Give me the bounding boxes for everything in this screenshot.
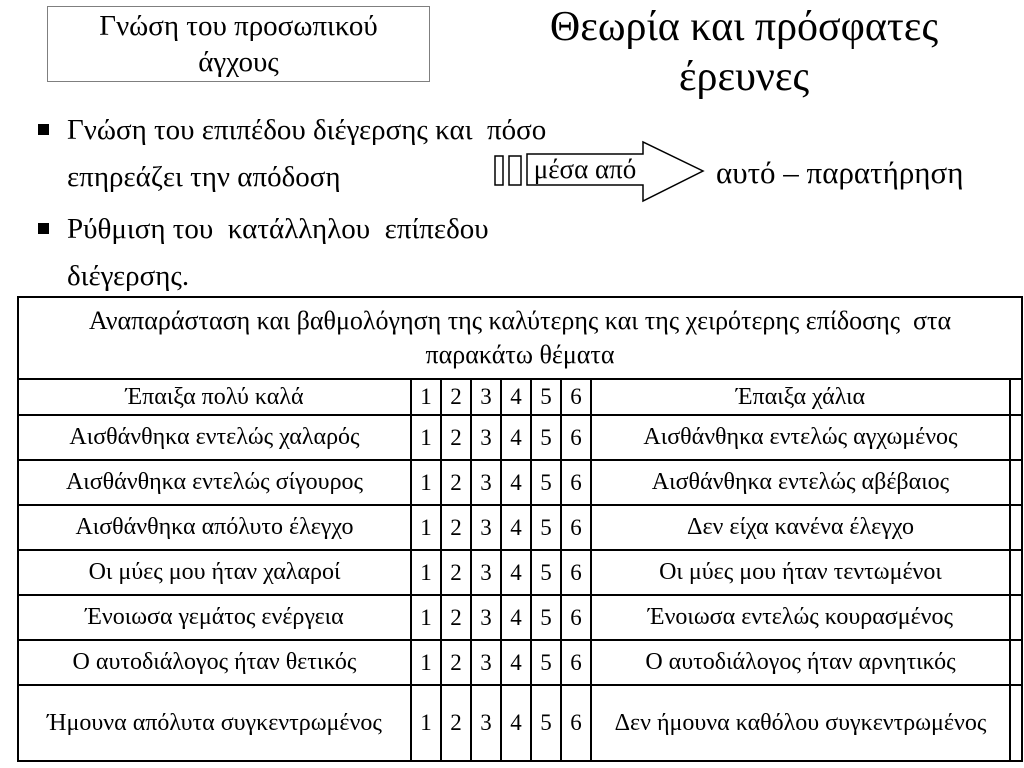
scale-cell: 1 <box>411 595 441 640</box>
row-left-label: Έπαιξα πολύ καλά <box>18 379 411 415</box>
row-right-label: Έπαιξα χάλια <box>591 379 1010 415</box>
row-right-label: Αισθάνθηκα εντελώς αγχωμένος <box>591 415 1010 460</box>
table-header-row <box>18 297 1022 379</box>
side-title-line: Γνώση του προσωπικού <box>99 10 378 42</box>
scale-cell: 2 <box>441 415 471 460</box>
scale-cell: 6 <box>561 505 591 550</box>
scale-cell: 5 <box>531 685 561 761</box>
row-left-label: Οι μύες μου ήταν χαλαροί <box>18 550 411 595</box>
scale-cell: 5 <box>531 505 561 550</box>
scale-cell: 5 <box>531 415 561 460</box>
scale-cell: 1 <box>411 685 441 761</box>
table-header-line: παρακάτω θέματα <box>425 340 615 369</box>
table-row <box>18 640 1022 685</box>
scale-cell: 6 <box>561 640 591 685</box>
row-right-label: Αισθάνθηκα εντελώς αβέβαιος <box>591 460 1010 505</box>
rating-table <box>17 296 1023 762</box>
scale-cell: 3 <box>471 550 501 595</box>
row-left-label: Ήμουνα απόλυτα συγκεντρωμένος <box>18 685 411 761</box>
scale-cell: 1 <box>411 550 441 595</box>
scale-cell: 2 <box>441 595 471 640</box>
scale-cell: 5 <box>531 550 561 595</box>
scale-cell: 6 <box>561 550 591 595</box>
slide-title <box>498 2 990 102</box>
bullet-square-icon <box>38 223 49 234</box>
scale-cell: 1 <box>411 415 441 460</box>
row-right-label: Δεν ήμουνα καθόλου συγκεντρωμένος <box>591 685 1010 761</box>
scale-cell: 3 <box>471 460 501 505</box>
bullet-text-line: Γνώση του επιπέδου διέγερσης και πόσο <box>67 114 547 146</box>
scale-cell: 3 <box>471 379 501 415</box>
slide-title-line: έρευνες <box>678 54 810 100</box>
scale-cell: 4 <box>501 685 531 761</box>
table-row <box>18 595 1022 640</box>
scale-cell: 5 <box>531 640 561 685</box>
scale-cell: 5 <box>531 595 561 640</box>
table-row <box>18 505 1022 550</box>
end-spacer-cell <box>1010 415 1022 460</box>
scale-cell: 3 <box>471 595 501 640</box>
bullet-text-line: επηρεάζει την απόδοση <box>67 161 341 193</box>
row-right-label: Δεν είχα κανένα έλεγχο <box>591 505 1010 550</box>
scale-cell: 1 <box>411 460 441 505</box>
scale-cell: 1 <box>411 379 441 415</box>
row-left-label: Αισθάνθηκα απόλυτο έλεγχο <box>18 505 411 550</box>
row-left-label: Ένοιωσα γεμάτος ενέργεια <box>18 595 411 640</box>
scale-cell: 4 <box>501 550 531 595</box>
end-spacer-cell <box>1010 379 1022 415</box>
scale-cell: 4 <box>501 460 531 505</box>
row-left-label: Ο αυτοδιάλογος ήταν θετικός <box>18 640 411 685</box>
table-row <box>18 379 1022 415</box>
scale-cell: 5 <box>531 460 561 505</box>
scale-cell: 3 <box>471 640 501 685</box>
bullet-item <box>38 107 546 201</box>
row-right-label: Οι μύες μου ήταν τεντωμένοι <box>591 550 1010 595</box>
scale-cell: 5 <box>531 379 561 415</box>
bullet-item <box>38 206 489 300</box>
table-row <box>18 685 1022 761</box>
row-right-label: Ο αυτοδιάλογος ήταν αρνητικός <box>591 640 1010 685</box>
end-spacer-cell <box>1010 640 1022 685</box>
side-title-box <box>47 6 430 82</box>
scale-cell: 2 <box>441 685 471 761</box>
scale-cell: 6 <box>561 595 591 640</box>
scale-cell: 3 <box>471 685 501 761</box>
arrow-label: μέσα από <box>533 154 637 184</box>
scale-cell: 2 <box>441 505 471 550</box>
scale-cell: 2 <box>441 379 471 415</box>
scale-cell: 6 <box>561 460 591 505</box>
table-header-cell <box>18 297 1022 379</box>
scale-cell: 2 <box>441 460 471 505</box>
striped-right-arrow-icon <box>490 140 708 204</box>
side-title-line: άγχους <box>198 46 279 78</box>
scale-cell: 4 <box>501 379 531 415</box>
end-spacer-cell <box>1010 685 1022 761</box>
row-left-label: Αισθάνθηκα εντελώς χαλαρός <box>18 415 411 460</box>
slide-title-line: Θεωρία και πρόσφατες <box>549 4 939 50</box>
scale-cell: 4 <box>501 505 531 550</box>
bullet-text-line: διέγερσης. <box>67 260 190 292</box>
end-spacer-cell <box>1010 595 1022 640</box>
scale-cell: 1 <box>411 640 441 685</box>
scale-cell: 3 <box>471 505 501 550</box>
table-row <box>18 415 1022 460</box>
scale-cell: 4 <box>501 640 531 685</box>
scale-cell: 6 <box>561 685 591 761</box>
table-row <box>18 550 1022 595</box>
scale-cell: 3 <box>471 415 501 460</box>
bullet-square-icon <box>38 124 49 135</box>
scale-cell: 2 <box>441 640 471 685</box>
scale-cell: 6 <box>561 415 591 460</box>
scale-cell: 6 <box>561 379 591 415</box>
table-header-line: Αναπαράσταση και βαθμολόγηση της καλύτερης και της χειρότερης επίδοσης στα <box>88 306 952 335</box>
scale-cell: 4 <box>501 415 531 460</box>
arrow-suffix-text: αυτό – παρατήρηση <box>716 155 964 190</box>
table-row <box>18 460 1022 505</box>
scale-cell: 2 <box>441 550 471 595</box>
bullet-text-line: Ρύθμιση του κατάλληλου επίπεδου <box>67 213 489 245</box>
scale-cell: 4 <box>501 595 531 640</box>
end-spacer-cell <box>1010 460 1022 505</box>
row-left-label: Αισθάνθηκα εντελώς σίγουρος <box>18 460 411 505</box>
end-spacer-cell <box>1010 550 1022 595</box>
scale-cell: 1 <box>411 505 441 550</box>
row-right-label: Ένοιωσα εντελώς κουρασμένος <box>591 595 1010 640</box>
end-spacer-cell <box>1010 505 1022 550</box>
